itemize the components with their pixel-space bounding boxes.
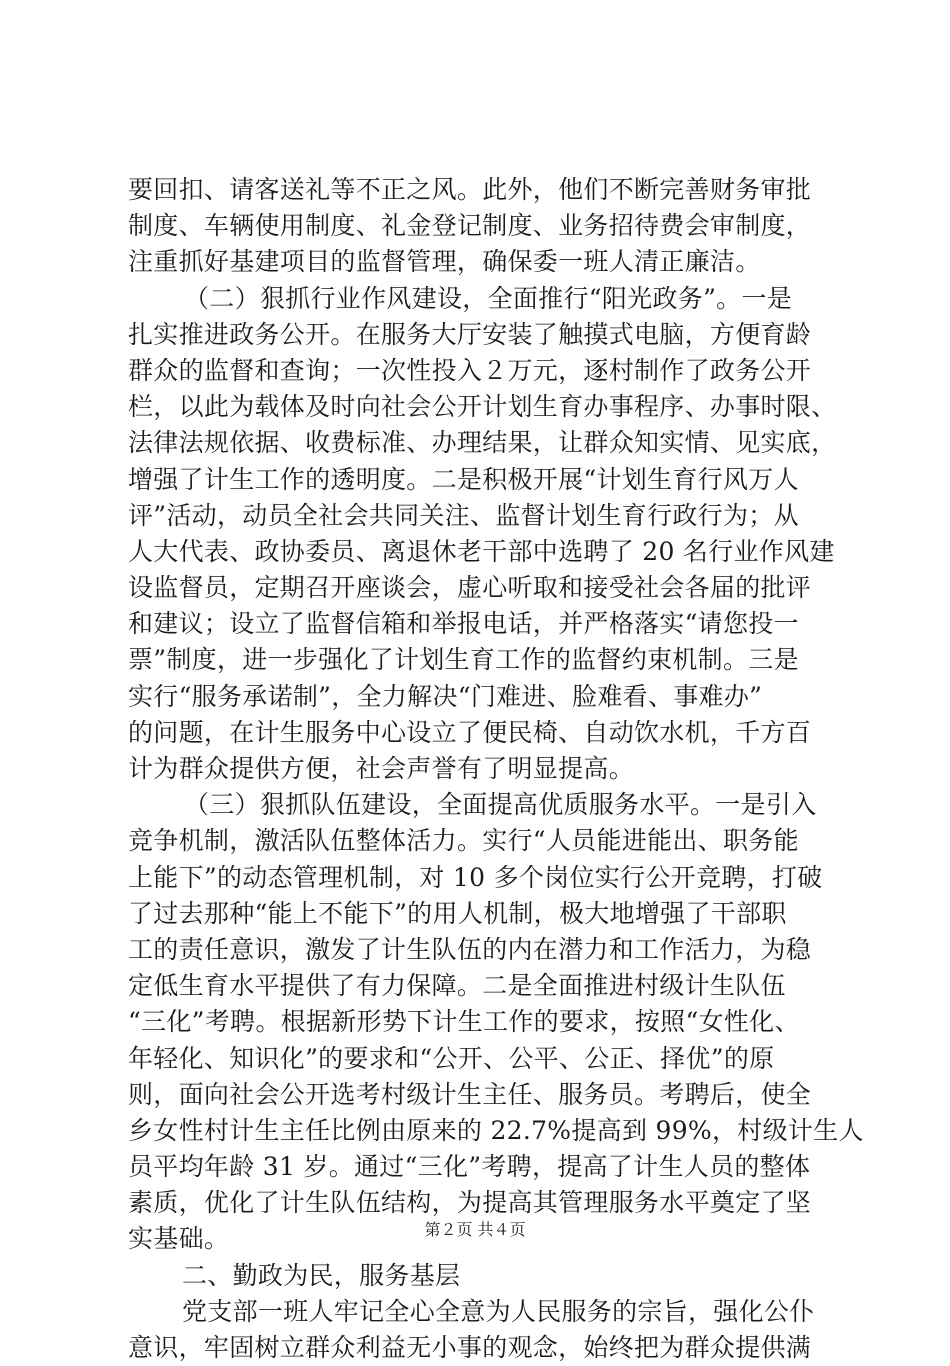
text-line: “三化”考聘。根据新形势下计生工作的要求，按照“女性化、: [128, 1007, 800, 1037]
text-line: 票”制度，进一步强化了计划生育工作的监督约束机制。三是: [128, 645, 799, 675]
paragraph-start-line: （三）狠抓队伍建设，全面提高优质服务水平。一是引入: [184, 790, 817, 820]
text-line: 和建议；设立了监督信箱和举报电话，并严格落实“请您投一: [128, 609, 799, 639]
text-line: 实行“服务承诺制”，全力解决“门难进、脸难看、事难办”: [128, 681, 763, 711]
text-line: 评”活动，动员全社会共同关注、监督计划生育行政行为；从: [128, 500, 799, 530]
text-line: 人大代表、政协委员、离退休老干部中选聘了 20 名行业作风建: [128, 536, 835, 566]
text-line: 年轻化、知识化”的要求和“公开、公平、公正、择优”的原: [128, 1043, 775, 1073]
text-line: 要回扣、请客送礼等不正之风。此外，他们不断完善财务审批: [128, 175, 812, 204]
text-line: 群众的监督和查询；一次性投入２万元，逐村制作了政务公开: [128, 355, 812, 385]
text-line: 扎实推进政务公开。在服务大厅安装了触摸式电脑，方便育龄: [128, 319, 812, 349]
text-line: 乡女性村计生主任比例由原来的 22.7%提高到 99%，村级计生人: [128, 1115, 864, 1145]
text-line: 实基础。: [128, 1224, 230, 1254]
text-line: 增强了计生工作的透明度。二是积极开展“计划生育行风万人: [128, 464, 799, 494]
page-number-label: 第２页 共４页: [424, 1220, 526, 1239]
text-line: 栏，以此为载体及时向社会公开计划生育办事程序、办事时限、: [128, 392, 837, 422]
text-line: 素质，优化了计生队伍结构，为提高其管理服务水平奠定了坚: [128, 1188, 812, 1218]
text-line: 设监督员，定期召开座谈会，虚心听取和接受社会各届的批评: [128, 573, 812, 603]
text-line: 注重抓好基建项目的监督管理，确保委一班人清正廉洁。: [128, 247, 761, 277]
text-line: 则，面向社会公开选考村级计生主任、服务员。考聘后，使全: [128, 1079, 812, 1109]
text-line: 计为群众提供方便，社会声誉有了明显提高。: [128, 754, 635, 783]
text-line: 竞争机制，激活队伍整体活力。实行“人员能进能出、职务能: [128, 826, 799, 856]
paragraph-start-line: （二）狠抓行业作风建设，全面推行“阳光政务”。一是: [184, 283, 793, 313]
page-footer: [0, 1217, 950, 1240]
text-line: 制度、车辆使用制度、礼金登记制度、业务招待费会审制度，: [128, 211, 812, 241]
text-line: 的问题，在计生服务中心设立了便民椅、自动饮水机，千方百: [128, 717, 812, 747]
text-line: 员平均年龄 31 岁。通过“三化”考聘，提高了计生人员的整体: [128, 1152, 811, 1182]
paragraph-start-line: 党支部一班人牢记全心全意为人民服务的宗旨，强化公仆: [182, 1296, 815, 1326]
document-body: [128, 172, 864, 1366]
text-line: 上能下”的动态管理机制，对 10 多个岗位实行公开竞聘，打破: [128, 862, 823, 892]
section-heading: 二、勤政为民，服务基层: [182, 1260, 461, 1290]
text-line: 了过去那种“能上不能下”的用人机制，极大地增强了干部职: [128, 898, 787, 928]
text-line: 法律法规依据、收费标准、办理结果，让群众知实情、见实底，: [128, 428, 837, 458]
text-line: 定低生育水平提供了有力保障。二是全面推进村级计生队伍: [128, 971, 786, 1001]
text-line: 意识，牢固树立群众利益无小事的观念，始终把为群众提供满: [128, 1333, 812, 1362]
text-line: 工的责任意识，激发了计生队伍的内在潜力和工作活力，为稳: [128, 934, 812, 964]
